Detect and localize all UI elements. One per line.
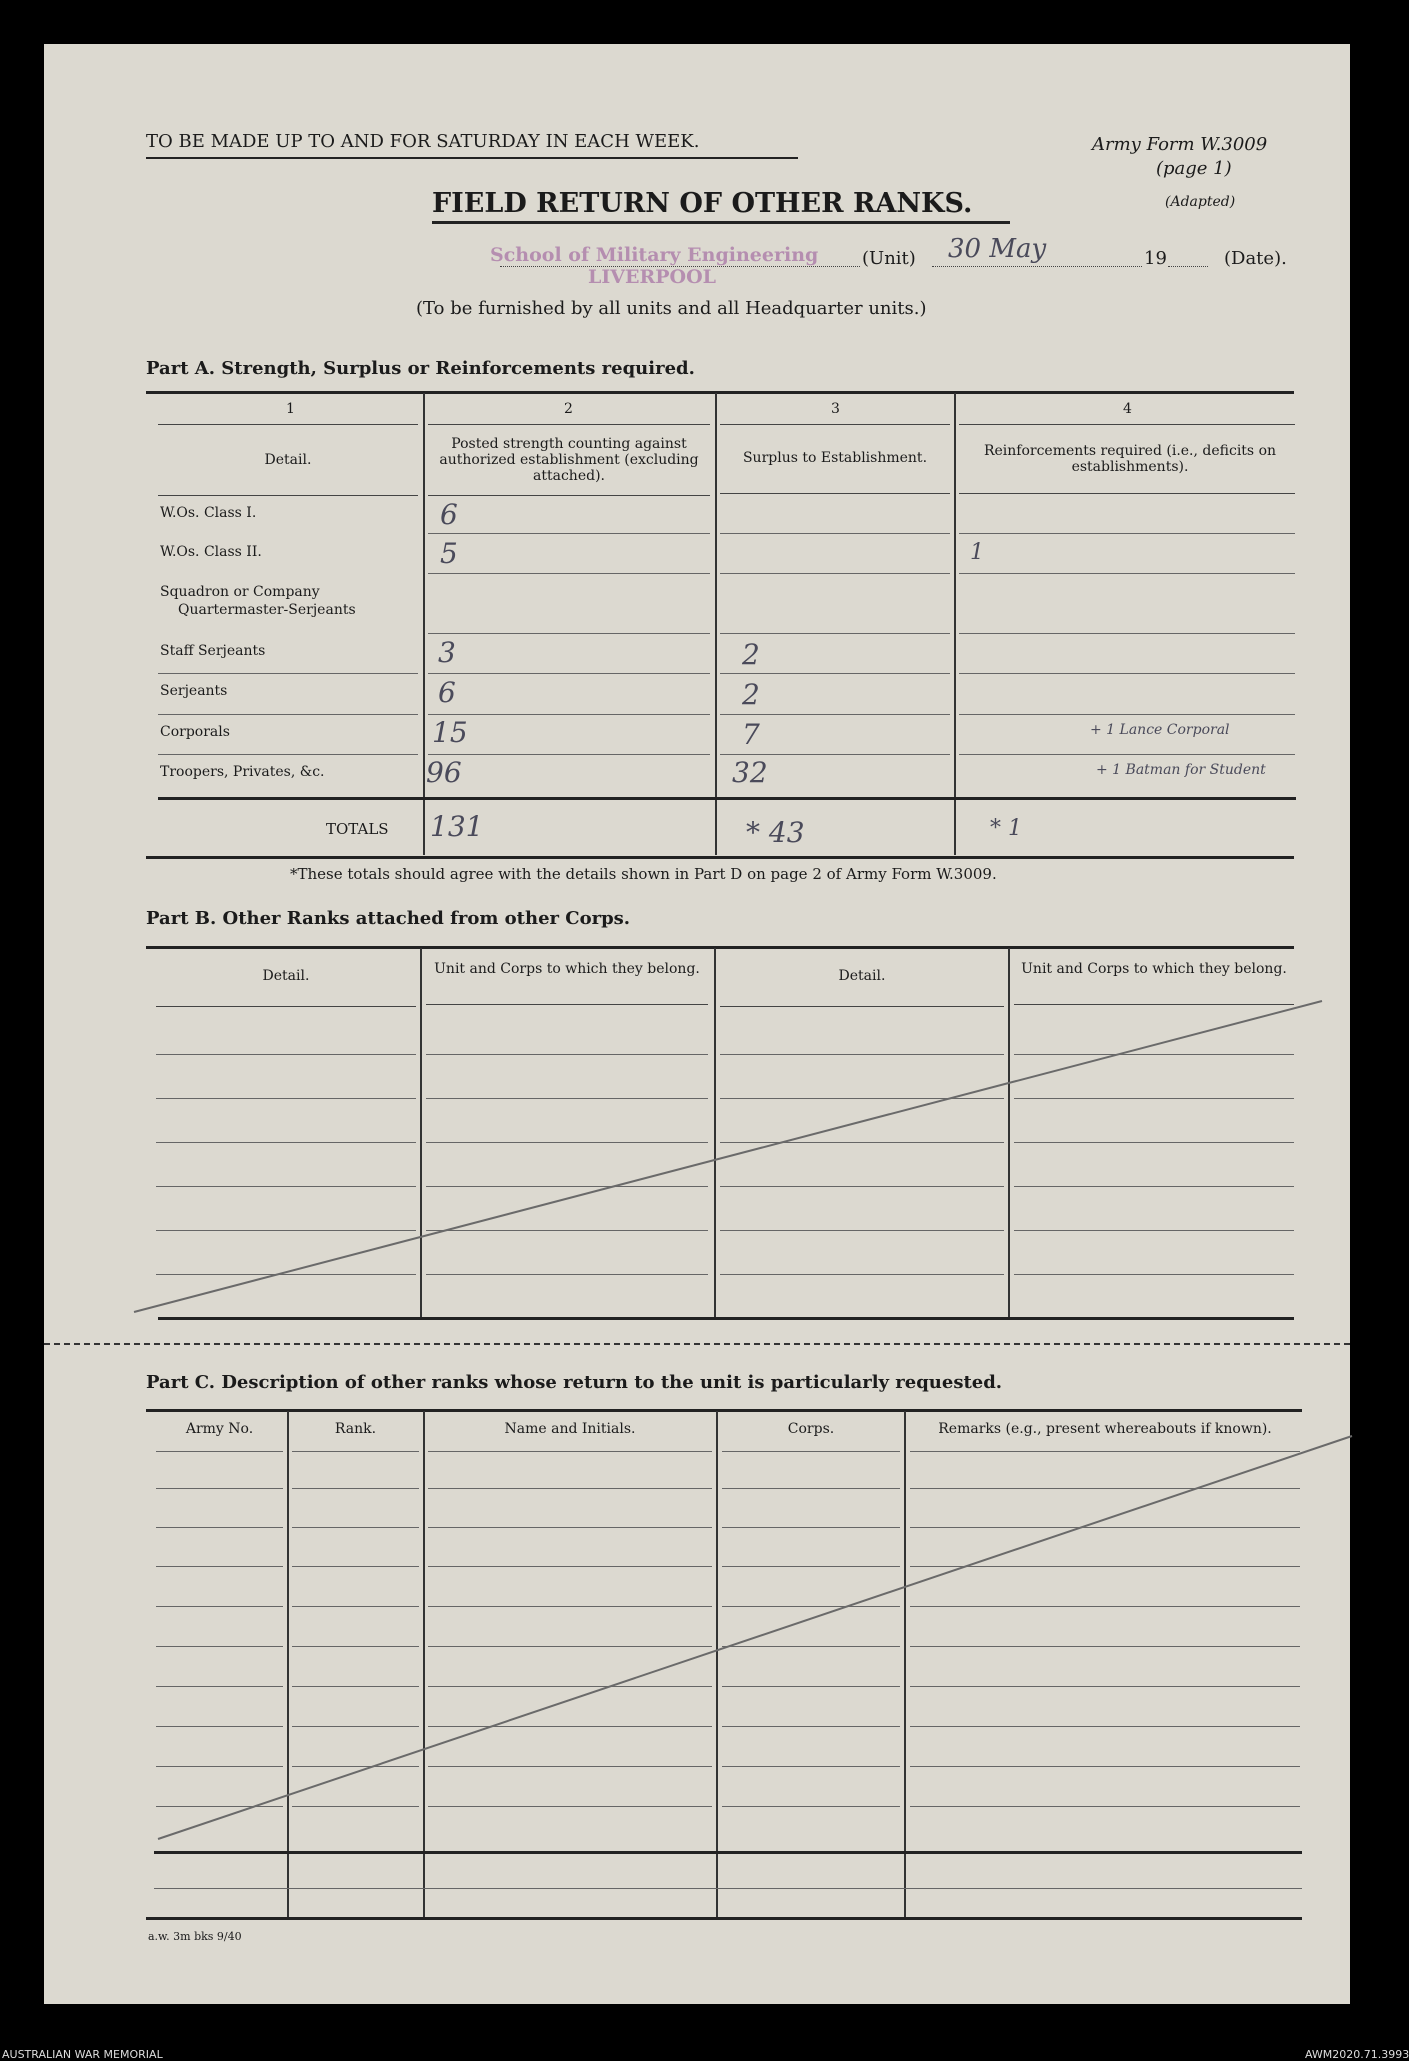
furnish-note: (To be furnished by all units and all Headquarter units.) xyxy=(416,298,927,319)
form-number: Army Form W.3009 xyxy=(1092,134,1268,155)
part-c-col-army-no: Army No. xyxy=(185,1421,254,1437)
part-c-title: Part C. Description of other ranks whose return to the unit is particularly requested. xyxy=(146,1372,1003,1393)
row-surplus-value: 7 xyxy=(742,718,760,751)
row-reinforcement-value: 1 xyxy=(970,540,984,565)
row-label-continued: Quartermaster-Serjeants xyxy=(178,602,356,618)
row-label: W.Os. Class I. xyxy=(160,505,257,521)
part-c-col-remarks: Remarks (e.g., present whereabouts if known). xyxy=(938,1421,1272,1437)
row-label: Troopers, Privates, &c. xyxy=(160,764,325,780)
part-b-col-unit-corps-2: Unit and Corps to which they belong. xyxy=(1021,961,1287,977)
footer-accession: AWM2020.71.3993 xyxy=(1305,2048,1409,2061)
col-num-3: 3 xyxy=(831,401,840,417)
margin-note-1: + 1 Lance Corporal xyxy=(1090,722,1230,738)
unit-stamp-line1: School of Military Engineering xyxy=(490,244,819,266)
col-header-detail: Detail. xyxy=(264,452,312,468)
row-surplus-value: 2 xyxy=(742,678,760,711)
totals-note: *These totals should agree with the details shown in Part D on page 2 of Army Form W.3009. xyxy=(290,865,997,883)
part-c-cancel-stroke xyxy=(158,1436,1352,1839)
margin-note-2: + 1 Batman for Student xyxy=(1096,762,1266,778)
row-posted-value: 6 xyxy=(438,676,456,709)
row-posted-value: 3 xyxy=(438,636,456,669)
totals-reinforcements: * 1 xyxy=(990,816,1022,841)
footer-source: AUSTRALIAN WAR MEMORIAL xyxy=(2,2048,163,2061)
part-a-title: Part A. Strength, Surplus or Reinforcements required. xyxy=(146,358,695,379)
row-label: W.Os. Class II. xyxy=(160,544,262,560)
row-label: Staff Serjeants xyxy=(160,643,266,659)
totals-posted: 131 xyxy=(430,810,484,843)
unit-label: (Unit) xyxy=(862,248,916,269)
row-surplus-value: 32 xyxy=(732,756,768,789)
form-adapted: (Adapted) xyxy=(1165,194,1236,210)
part-b-title: Part B. Other Ranks attached from other Corps. xyxy=(146,908,631,929)
handwritten-date: 30 May xyxy=(948,234,1047,264)
row-label: Corporals xyxy=(160,724,230,740)
row-label: Squadron or Company xyxy=(160,584,320,600)
row-label: Serjeants xyxy=(160,683,228,699)
form-title: FIELD RETURN OF OTHER RANKS. xyxy=(432,188,973,219)
col-header-reinforcements: Reinforcements required (i.e., deficits on establishments). xyxy=(983,443,1277,475)
printer-code: a.w. 3m bks 9/40 xyxy=(148,1930,242,1943)
row-posted-value: 6 xyxy=(440,498,458,531)
row-posted-value: 15 xyxy=(432,716,468,749)
unit-stamp-line2: LIVERPOOL xyxy=(588,266,717,288)
form-page-number: (page 1) xyxy=(1156,158,1232,179)
col-header-surplus: Surplus to Establishment. xyxy=(742,450,928,466)
part-c-col-name: Name and Initials. xyxy=(504,1421,636,1437)
col-num-4: 4 xyxy=(1123,401,1132,417)
row-posted-value: 5 xyxy=(440,537,458,570)
row-surplus-value: 2 xyxy=(742,638,760,671)
col-num-1: 1 xyxy=(286,401,295,417)
part-b-col-detail-2: Detail. xyxy=(838,968,886,984)
part-b-cancel-stroke xyxy=(134,1001,1322,1312)
totals-label: TOTALS xyxy=(326,820,389,838)
date-label: (Date). xyxy=(1224,248,1287,269)
part-b-col-detail-1: Detail. xyxy=(262,968,310,984)
totals-surplus: * 43 xyxy=(746,816,805,849)
col-header-posted-strength: Posted strength counting against authorized establishment (excluding attached). xyxy=(439,436,699,484)
part-c-col-corps: Corps. xyxy=(787,1421,835,1437)
part-b-col-unit-corps-1: Unit and Corps to which they belong. xyxy=(434,961,700,977)
row-posted-value: 96 xyxy=(426,756,462,789)
weekly-instruction: TO BE MADE UP TO AND FOR SATURDAY IN EACH WEEK. xyxy=(146,131,700,152)
year-prefix: 19 xyxy=(1144,248,1167,269)
col-num-2: 2 xyxy=(564,401,573,417)
part-c-col-rank: Rank. xyxy=(334,1421,377,1437)
